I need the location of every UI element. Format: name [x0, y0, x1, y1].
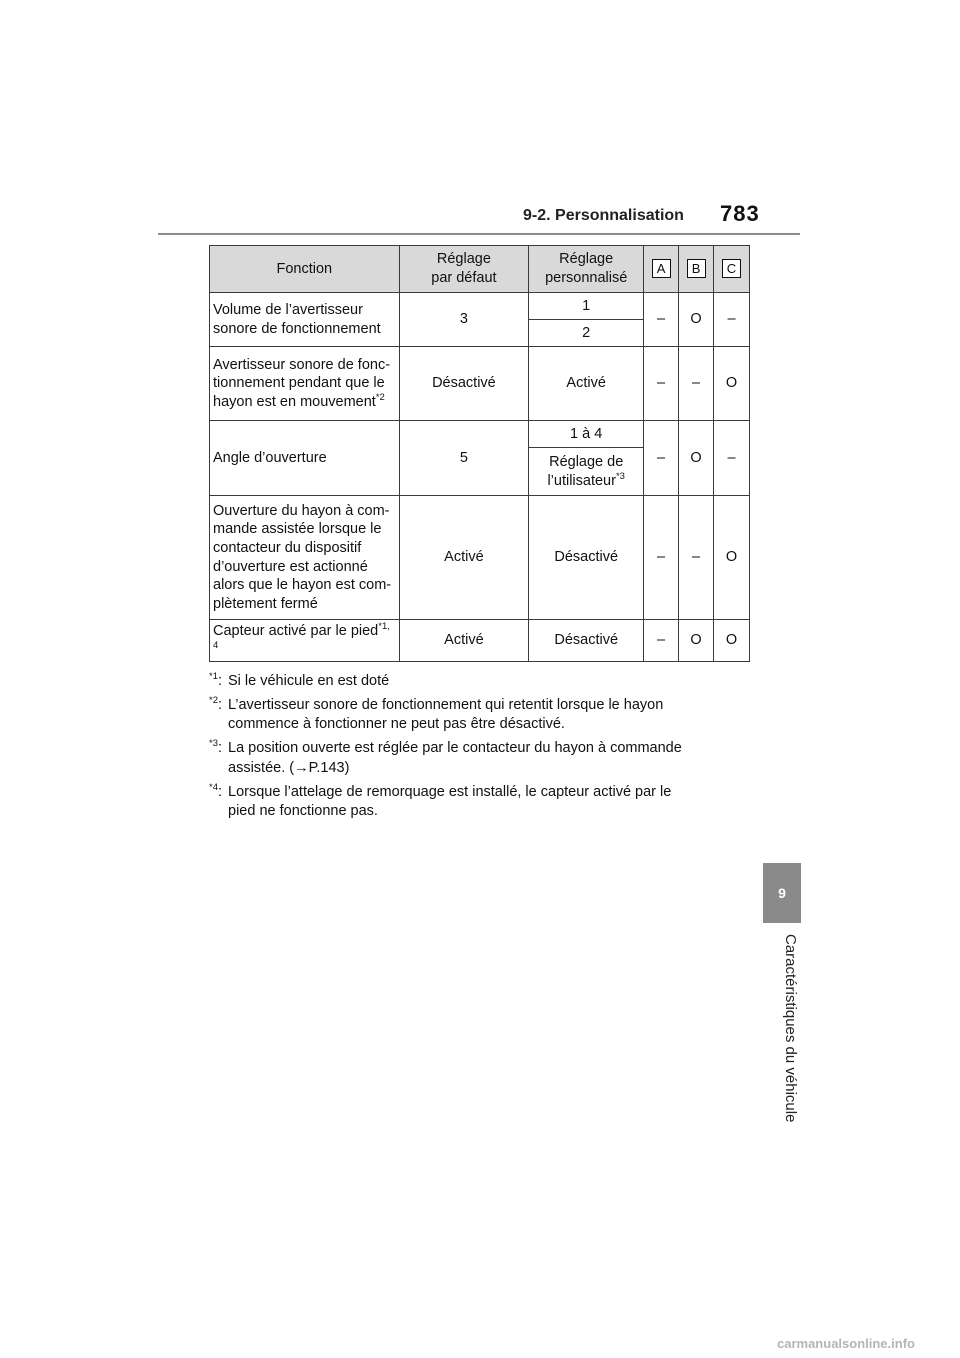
- cell-perso: Activé: [529, 347, 644, 421]
- cell-c: O: [714, 496, 750, 620]
- cell-fonction: Avertisseur sonore de fonc- tionnement pendant que le hayon est en mouvement$^{*2}$: [210, 347, 400, 421]
- cell-a: –: [644, 620, 679, 662]
- chapter-title: Caractéristiques du véhicule: [782, 934, 799, 1123]
- header-rule: [158, 233, 800, 235]
- section-title: 9-2. Personnalisation: [523, 207, 684, 224]
- cell-perso: Désactivé: [529, 496, 644, 620]
- cell-defaut: Désactivé: [399, 347, 529, 421]
- table-row: [210, 347, 750, 421]
- footnote: $^{*1}$: Si le véhicule en est doté: [209, 672, 754, 691]
- table-header-row: [210, 246, 750, 293]
- page-number: 783: [720, 201, 760, 226]
- footnote: $^{*2}$: L’avertisseur sonore de fonctionnement qui retentit lorsque le hayon commence à fonctionner ne peut pas être désactivé.: [209, 696, 754, 734]
- cell-defaut: 5: [399, 421, 529, 496]
- footnote-text: La position ouverte est réglée par le contacteur du hayon à commande: [228, 740, 682, 757]
- footnote-text: pied ne fonctionne pas.: [228, 802, 378, 819]
- cell-perso: Désactivé: [529, 620, 644, 662]
- footnotes: [209, 672, 754, 826]
- cell-defaut: Activé: [399, 496, 529, 620]
- cell-perso: 1 à 4: [529, 421, 644, 448]
- cell-c: –: [714, 421, 750, 496]
- table-row: [210, 496, 750, 620]
- cell-perso: 2: [529, 320, 644, 347]
- cell-a: –: [644, 496, 679, 620]
- cell-fonction: Volume de l’avertisseur sonore de fonctionnement: [210, 293, 400, 347]
- cell-a: –: [644, 293, 679, 347]
- cell-defaut: 3: [399, 293, 529, 347]
- footnote: $^{*3}$: La position ouverte est réglée par le contacteur du hayon à commande assistée. (→P.143): [209, 739, 754, 777]
- cell-b: O: [679, 293, 714, 347]
- footnote-text: Lorsque l’attelage de remorquage est installé, le capteur activé par le: [228, 783, 672, 800]
- header-b-box: B: [687, 259, 706, 278]
- cell-c: O: [714, 347, 750, 421]
- cell-a: –: [644, 347, 679, 421]
- cell-fonction: Angle d’ouverture: [210, 421, 400, 496]
- cell-defaut: Activé: [399, 620, 529, 662]
- footnote-mark: *1: [209, 671, 218, 683]
- header-b: [679, 246, 714, 293]
- footnote-text: Si le véhicule en est doté: [228, 673, 390, 689]
- chapter-tab: [763, 863, 801, 923]
- header-reglage-perso: Réglage personnalisé: [529, 246, 644, 293]
- footnote-mark: *4: [209, 781, 218, 793]
- cell-b: O: [679, 421, 714, 496]
- footnote-mark: *3: [209, 738, 218, 750]
- cell-b: –: [679, 347, 714, 421]
- footnote-text: L’avertisseur sonore de fonctionnement qui retentit lorsque le hayon: [228, 697, 664, 714]
- customization-table: [209, 245, 750, 662]
- chapter-tab-number: 9: [778, 885, 786, 901]
- cell-a: –: [644, 421, 679, 496]
- cell-perso: 1: [529, 293, 644, 320]
- table-row: [210, 293, 750, 320]
- cell-b: O: [679, 620, 714, 662]
- cell-b: –: [679, 496, 714, 620]
- watermark: carmanualsonline.info: [777, 1336, 915, 1351]
- header-c-box: C: [722, 259, 741, 278]
- footnote: $^{*4}$: Lorsque l’attelage de remorquage est installé, le capteur activé par le pied ne fonctionne pas.: [209, 783, 754, 821]
- cell-c: O: [714, 620, 750, 662]
- footnote-text: commence à fonctionner ne peut pas être désactivé.: [228, 716, 565, 733]
- cell-c: –: [714, 293, 750, 347]
- cell-perso: Réglage de l’utilisateur$^{*3}$: [529, 448, 644, 496]
- header-a-box: A: [652, 259, 671, 278]
- table-row: [210, 421, 750, 448]
- table-row: [210, 620, 750, 662]
- header-c: [714, 246, 750, 293]
- header-reglage-defaut: Réglage par défaut: [399, 246, 529, 293]
- cell-fonction: Ouverture du hayon à com- mande assistée lorsque le contacteur du dispositif d’ouverture est actionné alors que le hayon est com- plètement fermé: [210, 496, 400, 620]
- header-fonction: Fonction: [210, 246, 400, 293]
- header-a: [644, 246, 679, 293]
- cell-fonction: Capteur activé par le pied$^{*1, 4}$: [210, 620, 400, 662]
- footnote-mark: *2: [209, 695, 218, 707]
- footnote-text: assistée. (→P.143): [228, 759, 350, 776]
